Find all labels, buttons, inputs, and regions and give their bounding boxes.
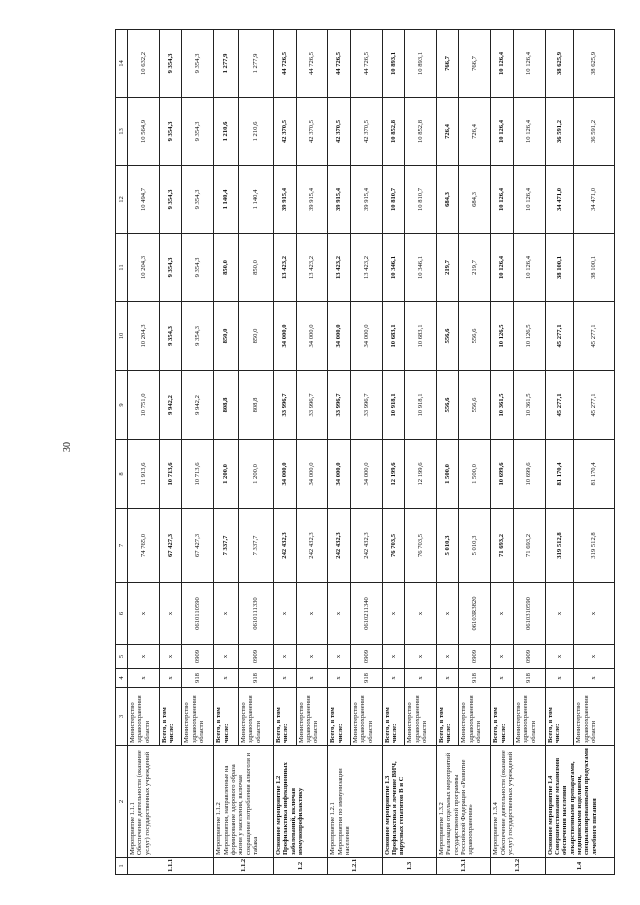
value-cell: 9 942,2 (182, 371, 214, 440)
value-cell: 10 632,2 (128, 30, 160, 98)
header-cell: 4 (116, 669, 128, 688)
executor-cell: Министерство здравоохранения области (405, 688, 437, 746)
value-cell: 34 000,0 (274, 302, 296, 371)
executor-cell: Министерство здравоохранения области (513, 688, 545, 746)
value-cell: x (545, 583, 574, 645)
executor-cell: Всего, в том числе: (328, 688, 350, 746)
value-cell: 0909 (350, 645, 382, 669)
value-cell: 33 996,7 (350, 371, 382, 440)
item-name: Мероприятие 1.1.1 Обеспечение деятельности (оказание услуг) государственных учреждений (128, 746, 214, 858)
value-cell: 556,6 (436, 371, 458, 440)
value-cell: 242 432,3 (350, 509, 382, 583)
value-cell: 10 204,3 (128, 302, 160, 371)
value-cell: 13 423,2 (328, 234, 350, 302)
executor-cell: Министерство здравоохранения области (350, 688, 382, 746)
header-cell: 2 (116, 746, 128, 858)
value-cell: 9 354,3 (159, 30, 181, 98)
value-cell: 7 337,7 (238, 509, 273, 583)
value-cell: x (159, 669, 181, 688)
value-cell: 9 354,3 (182, 234, 214, 302)
page-number: 30 (62, 442, 73, 452)
value-cell: x (328, 669, 350, 688)
value-cell: 34 000,0 (328, 302, 350, 371)
value-cell: x (574, 583, 615, 645)
table-row (328, 30, 350, 875)
value-cell: 7 337,7 (214, 509, 239, 583)
value-cell: 10 126,5 (491, 302, 513, 371)
value-cell: x (405, 669, 437, 688)
item-code: 1.1.2 (214, 858, 274, 875)
value-cell: x (491, 583, 513, 645)
value-cell: 10 852,8 (405, 98, 437, 166)
executor-cell: Министерство здравоохранения области (296, 688, 328, 746)
value-cell: 850,0 (214, 302, 239, 371)
value-cell: x (128, 669, 160, 688)
value-cell: 39 915,4 (350, 166, 382, 234)
header-cell: 5 (116, 645, 128, 669)
value-cell: 219,7 (436, 234, 458, 302)
value-cell: 10 126,4 (513, 30, 545, 98)
item-code: 1.3 (382, 858, 436, 875)
header-cell: 7 (116, 509, 128, 583)
value-cell: 10 852,8 (382, 98, 404, 166)
value-cell: 242 432,3 (328, 509, 350, 583)
item-name: Основное мероприятие 1.2 Профилактика инфекционных заболеваний, включая иммунопрофилактику (274, 746, 328, 858)
executor-cell: Министерство здравоохранения области (128, 688, 160, 746)
header-cell: 1 (116, 858, 128, 875)
table-row (382, 30, 404, 875)
value-cell: 1 210,6 (214, 98, 239, 166)
value-cell: x (274, 645, 296, 669)
header-cell: 12 (116, 166, 128, 234)
value-cell: x (274, 669, 296, 688)
header-cell: 9 (116, 371, 128, 440)
value-cell: 918 (238, 669, 273, 688)
value-cell: 38 625,9 (545, 30, 574, 98)
value-cell: 12 199,6 (382, 440, 404, 509)
value-cell: 33 996,7 (328, 371, 350, 440)
value-cell: x (491, 669, 513, 688)
executor-cell: Всего, в том числе: (545, 688, 574, 746)
value-cell: 36 591,2 (545, 98, 574, 166)
value-cell: 850,0 (238, 302, 273, 371)
value-cell: 1 210,6 (238, 98, 273, 166)
value-cell: 10 126,4 (491, 234, 513, 302)
item-name: Основное мероприятие 1.3 Профилактика и лечение ВИЧ, вирусных гепатитов В и С (382, 746, 436, 858)
budget-table (115, 29, 615, 875)
value-cell: 34 000,0 (296, 302, 328, 371)
value-cell: 808,8 (214, 371, 239, 440)
value-cell: 0610310590 (513, 583, 545, 645)
table-row (274, 30, 296, 875)
value-cell: 918 (459, 669, 491, 688)
header-cell: 8 (116, 440, 128, 509)
value-cell: 10 126,5 (513, 302, 545, 371)
item-name: Мероприятие 1.2.1 Мероприятия по иммунизации населения (328, 746, 382, 858)
value-cell: 38 625,9 (574, 30, 615, 98)
value-cell: 33 996,7 (296, 371, 328, 440)
value-cell: 39 915,4 (274, 166, 296, 234)
value-cell: 42 370,5 (350, 98, 382, 166)
value-cell: 38 100,1 (545, 234, 574, 302)
value-cell: x (128, 583, 160, 645)
value-cell: 10 751,0 (128, 371, 160, 440)
header-cell: 13 (116, 98, 128, 166)
value-cell: 44 726,5 (296, 30, 328, 98)
value-cell: 10 810,7 (405, 166, 437, 234)
value-cell: 42 370,5 (296, 98, 328, 166)
value-cell: 219,7 (459, 234, 491, 302)
budget-table-rotated (115, 30, 615, 875)
value-cell: 10 126,4 (513, 98, 545, 166)
value-cell: 9 354,3 (182, 302, 214, 371)
value-cell: 1 500,0 (436, 440, 458, 509)
executor-cell: Всего, в том числе: (491, 688, 513, 746)
value-cell: 0610110590 (182, 583, 214, 645)
header-cell: 10 (116, 302, 128, 371)
value-cell: 45 277,1 (545, 371, 574, 440)
table-row (436, 30, 458, 875)
table-row (491, 30, 513, 875)
value-cell: 10 361,5 (491, 371, 513, 440)
value-cell: 0610211340 (350, 583, 382, 645)
value-cell: 0909 (182, 645, 214, 669)
value-cell: 34 471,0 (545, 166, 574, 234)
item-code: 1.2.1 (328, 858, 382, 875)
value-cell: 13 423,2 (350, 234, 382, 302)
value-cell: 556,6 (459, 302, 491, 371)
value-cell: 10 713,6 (159, 440, 181, 509)
table-body (128, 30, 615, 875)
value-cell: 242 432,3 (274, 509, 296, 583)
value-cell: 34 000,0 (274, 440, 296, 509)
value-cell: 319 512,8 (574, 509, 615, 583)
value-cell: 10 683,1 (405, 302, 437, 371)
executor-cell: Всего, в том числе: (214, 688, 239, 746)
value-cell: 0909 (459, 645, 491, 669)
value-cell: x (214, 669, 239, 688)
value-cell: 10 126,4 (491, 30, 513, 98)
value-cell: 44 726,5 (350, 30, 382, 98)
value-cell: x (382, 669, 404, 688)
value-cell: 81 170,4 (574, 440, 615, 509)
value-cell: 10 918,1 (382, 371, 404, 440)
value-cell: 10 893,1 (382, 30, 404, 98)
value-cell: 44 726,5 (274, 30, 296, 98)
value-cell: 10 713,6 (182, 440, 214, 509)
value-cell: x (214, 645, 239, 669)
value-cell: 10 918,1 (405, 371, 437, 440)
value-cell: 1 500,0 (459, 440, 491, 509)
value-cell: 33 996,7 (274, 371, 296, 440)
value-cell: x (296, 645, 328, 669)
value-cell: 10 126,4 (513, 166, 545, 234)
value-cell: x (159, 645, 181, 669)
value-cell: 34 000,0 (328, 440, 350, 509)
value-cell: 766,7 (436, 30, 458, 98)
value-cell: 10 893,1 (405, 30, 437, 98)
value-cell: x (405, 583, 437, 645)
item-code: 1.1.1 (128, 858, 214, 875)
item-code: 1.4 (545, 858, 614, 875)
value-cell: 9 354,3 (159, 234, 181, 302)
value-cell: 74 765,0 (128, 509, 160, 583)
value-cell: 684,3 (436, 166, 458, 234)
value-cell: x (574, 669, 615, 688)
value-cell: 10 699,6 (513, 440, 545, 509)
value-cell: 850,0 (238, 234, 273, 302)
value-cell: 1 140,4 (214, 166, 239, 234)
value-cell: 1 277,9 (238, 30, 273, 98)
value-cell: 5 010,3 (459, 509, 491, 583)
value-cell: x (491, 645, 513, 669)
item-code: 1.2 (274, 858, 328, 875)
table-row (545, 30, 574, 875)
value-cell: x (214, 583, 239, 645)
value-cell: 38 100,1 (574, 234, 615, 302)
value-cell: 684,3 (459, 166, 491, 234)
item-name: Основное мероприятие 1.4 Совершенствование механизмов обеспечения населения лекарственными препаратами, медицинскими изделиями, специализированными продуктами лечебного питания (545, 746, 614, 858)
value-cell: 1 140,4 (238, 166, 273, 234)
value-cell: 9 354,3 (159, 302, 181, 371)
value-cell: 1 200,0 (214, 440, 239, 509)
value-cell: x (328, 583, 350, 645)
table-row (214, 30, 239, 875)
value-cell: 42 370,5 (274, 98, 296, 166)
value-cell: 67 427,3 (159, 509, 181, 583)
value-cell: 42 370,5 (328, 98, 350, 166)
value-cell: x (128, 645, 160, 669)
value-cell: x (574, 645, 615, 669)
value-cell: 9 354,3 (182, 166, 214, 234)
header-cell: 14 (116, 30, 128, 98)
value-cell: 76 703,5 (405, 509, 437, 583)
value-cell: x (545, 645, 574, 669)
value-cell: 9 354,3 (159, 98, 181, 166)
value-cell: 34 000,0 (296, 440, 328, 509)
value-cell: x (436, 645, 458, 669)
value-cell: 808,8 (238, 371, 273, 440)
value-cell: 13 423,2 (296, 234, 328, 302)
value-cell: 10 204,3 (128, 234, 160, 302)
value-cell: 10 361,5 (513, 371, 545, 440)
executor-cell: Министерство здравоохранения области (182, 688, 214, 746)
value-cell: 34 471,0 (574, 166, 615, 234)
value-cell: x (274, 583, 296, 645)
item-name: Мероприятие 1.3.2 Реализация отдельных мероприятий государственной программы Российской Федерации «Развитие здравоохранения» (436, 746, 490, 858)
value-cell: 13 423,2 (274, 234, 296, 302)
value-cell: x (436, 669, 458, 688)
value-cell: 10 126,4 (513, 234, 545, 302)
value-cell: x (296, 669, 328, 688)
value-cell: 319 512,8 (545, 509, 574, 583)
value-cell: 918 (350, 669, 382, 688)
value-cell: 45 277,1 (574, 302, 615, 371)
value-cell: 726,4 (459, 98, 491, 166)
value-cell: 10 699,6 (491, 440, 513, 509)
value-cell: 45 277,1 (545, 302, 574, 371)
value-cell: 5 010,3 (436, 509, 458, 583)
value-cell: 9 942,2 (159, 371, 181, 440)
value-cell: 76 703,5 (382, 509, 404, 583)
value-cell: 81 170,4 (545, 440, 574, 509)
value-cell: 726,4 (436, 98, 458, 166)
value-cell: 850,0 (214, 234, 239, 302)
value-cell: 10 126,4 (491, 166, 513, 234)
value-cell: 10 494,7 (128, 166, 160, 234)
value-cell: 34 000,0 (350, 440, 382, 509)
item-code: 1.3.2 (491, 858, 545, 875)
value-cell: 1 200,0 (238, 440, 273, 509)
value-cell: 556,6 (459, 371, 491, 440)
executor-cell: Всего, в том числе: (436, 688, 458, 746)
value-cell: x (328, 645, 350, 669)
value-cell: 10 564,9 (128, 98, 160, 166)
value-cell: 39 915,4 (328, 166, 350, 234)
value-cell: 0909 (513, 645, 545, 669)
executor-cell: Всего, в том числе: (382, 688, 404, 746)
value-cell: 918 (513, 669, 545, 688)
value-cell: x (436, 583, 458, 645)
value-cell: 10 683,1 (382, 302, 404, 371)
value-cell: 36 591,2 (574, 98, 615, 166)
value-cell: 10 346,1 (382, 234, 404, 302)
value-cell: x (296, 583, 328, 645)
value-cell: 0909 (238, 645, 273, 669)
value-cell: 9 354,3 (159, 166, 181, 234)
value-cell: 71 693,2 (491, 509, 513, 583)
item-code: 1.3.1 (436, 858, 490, 875)
value-cell: 39 915,4 (296, 166, 328, 234)
item-name: Мероприятие 1.1.2 Мероприятия, направленные на формирование здорового образа жизни у населения, включая сокращение потребления алкоголя и табака (214, 746, 274, 858)
value-cell: 766,7 (459, 30, 491, 98)
value-cell: 9 354,3 (182, 98, 214, 166)
value-cell: 67 427,3 (182, 509, 214, 583)
value-cell: 556,6 (436, 302, 458, 371)
value-cell: 1 277,9 (214, 30, 239, 98)
value-cell: 9 354,3 (182, 30, 214, 98)
value-cell: 10 126,4 (491, 98, 513, 166)
value-cell: 11 913,6 (128, 440, 160, 509)
value-cell: 0610111330 (238, 583, 273, 645)
value-cell: x (159, 583, 181, 645)
table-row (128, 30, 160, 875)
header-cell: 3 (116, 688, 128, 746)
value-cell: 10 810,7 (382, 166, 404, 234)
executor-cell: Всего, в том числе: (274, 688, 296, 746)
value-cell: 45 277,1 (574, 371, 615, 440)
header-row (116, 30, 128, 875)
value-cell: x (382, 583, 404, 645)
executor-cell: Министерство здравоохранения области (574, 688, 615, 746)
header-cell: 6 (116, 583, 128, 645)
executor-cell: Министерство здравоохранения области (459, 688, 491, 746)
value-cell: 12 199,6 (405, 440, 437, 509)
executor-cell: Всего, в том числе: (159, 688, 181, 746)
executor-cell: Министерство здравоохранения области (238, 688, 273, 746)
value-cell: 44 726,5 (328, 30, 350, 98)
item-name: Мероприятие 1.3.4 Обеспечение деятельности (оказание услуг) государственных учреждений (491, 746, 545, 858)
value-cell: 06103R3820 (459, 583, 491, 645)
value-cell: 34 000,0 (350, 302, 382, 371)
value-cell: x (405, 645, 437, 669)
header-cell: 11 (116, 234, 128, 302)
value-cell: 71 693,2 (513, 509, 545, 583)
value-cell: x (545, 669, 574, 688)
value-cell: x (382, 645, 404, 669)
value-cell: 918 (182, 669, 214, 688)
value-cell: 242 432,3 (296, 509, 328, 583)
value-cell: 10 346,1 (405, 234, 437, 302)
